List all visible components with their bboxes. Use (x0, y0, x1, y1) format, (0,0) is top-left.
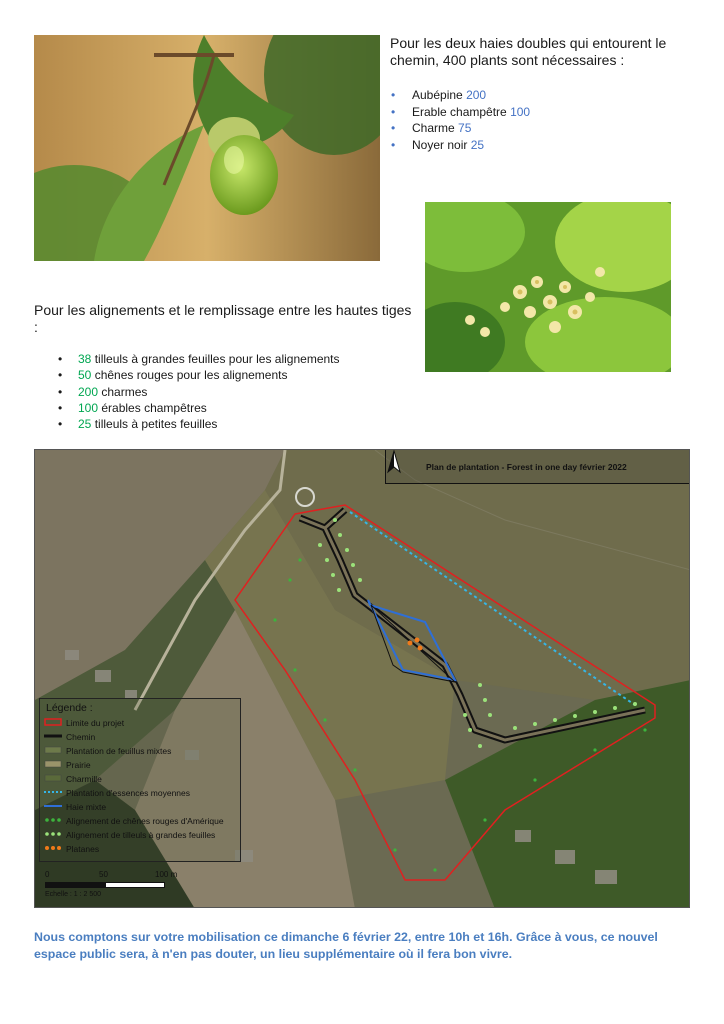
red-oak-symbol-icon (44, 816, 62, 824)
meadow-symbol-icon (44, 760, 62, 768)
acorn-photo (34, 35, 380, 261)
north-arrow-icon (386, 450, 402, 474)
list-item: • 100 érables champêtres (58, 400, 340, 416)
plane-tree-symbol-icon (44, 844, 62, 852)
list-item: • 38 tilleuls à grandes feuilles pour les alignements (58, 351, 340, 367)
list-item: • Erable champêtre 100 (390, 104, 530, 121)
closing-message: Nous comptons sur votre mobilisation ce dimanche 6 février 22, entre 10h et 16h. Grâce à vous, ce nouvel espace public sera, à n'en pas douter, un lieu supplémentaire où il fera bon vivre. (34, 930, 658, 961)
map-title: Plan de plantation - Forest in one day février 2022 (426, 462, 627, 472)
map-title-box (385, 450, 690, 484)
list-item: • 50 chênes rouges pour les alignements (58, 367, 340, 383)
scale-tick: 0 (45, 870, 50, 879)
linden-flower-photo (425, 202, 671, 372)
legend-title: Légende : (46, 702, 93, 714)
hornbeam-symbol-icon (44, 774, 62, 782)
path-symbol-icon (44, 732, 62, 740)
list-item: • 200 charmes (58, 384, 340, 400)
hedge-list (390, 87, 530, 153)
scale-label: Echelle : 1 : 2 500 (45, 891, 102, 898)
mixed-hedge-symbol-icon (44, 802, 62, 810)
alignment-intro: Pour les alignements et le remplissage entre les hautes tiges : (34, 302, 412, 335)
list-item: • Charme 75 (390, 120, 530, 137)
list-item: • Aubépine 200 (390, 87, 530, 104)
planting-map (34, 449, 690, 908)
mixed-planting-symbol-icon (44, 746, 62, 754)
boundary-symbol-icon (44, 718, 62, 726)
medium-species-symbol-icon (44, 788, 62, 796)
scale-bar-graphic (45, 882, 165, 888)
map-legend: Légende : Limite du projet Chemin Plantation de feuillus mixtes Prairie Charmille Plantation d'essences moyennes Haie mixte Alignement de chênes rouges d'Amérique Alignement de tilleuls à grandes feuilles Platanes (39, 698, 241, 862)
list-item: • Noyer noir 25 (390, 137, 530, 154)
scale-bar (43, 869, 193, 905)
scale-tick: 100 m (155, 870, 178, 879)
scale-tick: 50 (99, 870, 108, 879)
linden-symbol-icon (44, 830, 62, 838)
list-item: • 25 tilleuls à petites feuilles (58, 416, 340, 432)
hedge-intro: Pour les deux haies doubles qui entourent le chemin, 400 plants sont nécessaires : (390, 35, 667, 68)
alignment-list (58, 351, 340, 432)
